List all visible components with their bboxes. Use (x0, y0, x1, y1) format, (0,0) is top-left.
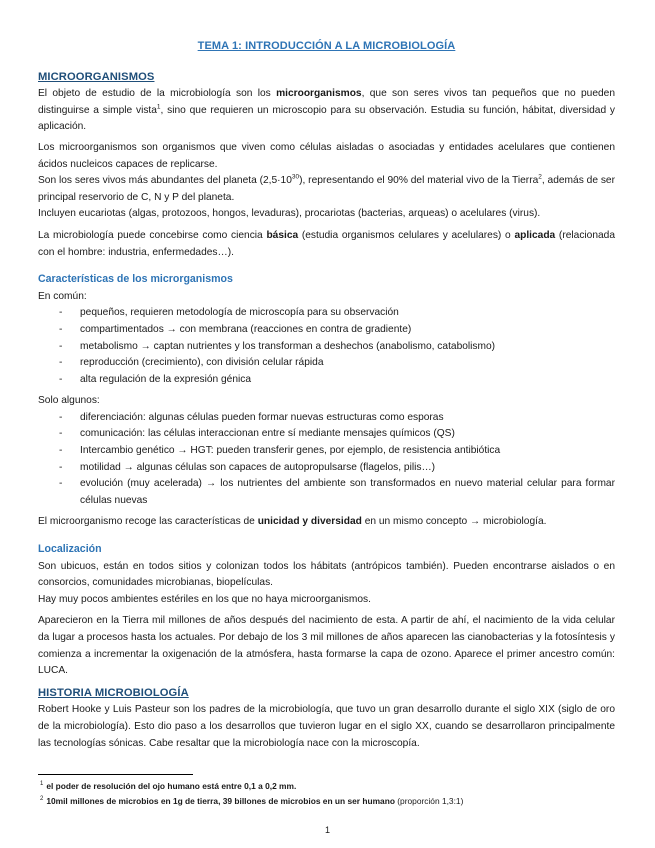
list-item: - diferenciación: algunas células pueden formar nuevas estructuras como esporas (59, 410, 615, 427)
list-label-common: En común: (38, 290, 87, 302)
paragraph-science: La microbiología puede concebirse como ciencia básica (estudia organismos celulares y acelulares) o aplicada (relacionada con el hombre: industria, enfermedades…). (38, 229, 616, 258)
list-item: - Intercambio genético → HGT: pueden transferir genes, por ejemplo, de resistencia antibiótica (59, 443, 615, 460)
list-item: - motilidad → algunas células son capaces de autopropulsarse (flagelos, pilis…) (59, 460, 615, 477)
list-item: - pequeños, requieren metodología de microscopía para su observación (59, 305, 615, 322)
list-item: - reproducción (crecimiento), con división celular rápida (59, 355, 615, 372)
common-traits-list (59, 305, 615, 388)
list-item: - compartimentados → con membrana (reacciones en contra de gradiente) (59, 322, 615, 339)
paragraph-ubiquity: Son ubicuos, están en todos sitios y colonizan todos los hábitats (antrópicos también). Pueden encontrarse aislados o en consorcios, comunidades microbianas, biopelículas. (38, 560, 615, 589)
list-item: - alta regulación de la expresión génica (59, 372, 615, 389)
some-traits-list (59, 410, 615, 510)
paragraph-unicity: El microorganismo recoge las características de unicidad y diversidad en un mismo concepto → microbiología. (38, 516, 547, 528)
footnote-ref-1[interactable]: 1 (156, 103, 161, 111)
list-item: - metabolismo → captan nutrientes y los transforman a deshechos (anabolismo, catabolismo) (59, 339, 615, 356)
paragraph-abundance: Son los seres vivos más abundantes del planeta $(2,5\cdot 10^{30})$, representando el 90% del material vivo de la Tierra$^2$, además de ser principal reservorio de C, N y P del planeta. (38, 173, 615, 203)
paragraph-origin: Aparecieron en la Tierra mil millones de años después del nacimiento de esta. A partir de ahí, el nacimiento de la vida celular da lugar a procesos hasta los actuales. Por debajo de los 3 mil millones de años aparecen las cianobacterias y la fotosíntesis y comienza a incrementar la oxigenación de la atmósfera, hasta formarse la capa de ozono. Aparece el primer ancestro común: LUCA. (38, 615, 615, 677)
paragraph-types: Incluyen eucariotas (algas, protozoos, hongos, levaduras), procariotas (bacterias, arqueas) o acelulares (virus). (38, 208, 541, 220)
paragraph-history: Robert Hooke y Luis Pasteur son los padres de la microbiología, que tuvo un gran desarrollo durante el siglo XIX (siglo de oro de la microbiología). Esto dio paso a los desarrollos que tuvieron lugar en el siglo XX, cuando se desarrollaron principalmente las tecnologías sónicas. Cabe resaltar que la microbiología nace con la microscopía. (38, 704, 615, 749)
subsection-heading-localizacion: Localización (38, 543, 102, 556)
list-item: - comunicación: las células interaccionan entre sí mediante mensajes químicos (QS) (59, 426, 615, 443)
subsection-heading-caracteristicas: Características de los microrganismos (38, 273, 233, 286)
section-heading-historia: HISTORIA MICROBIOLOGÍA (38, 686, 189, 699)
paragraph-sterile: Hay muy pocos ambientes estériles en los que no haya microorganismos. (38, 593, 371, 605)
list-item: - evolución (muy acelerada) → los nutrientes del ambiente son transformados en nuevo material celular para formar células nuevas (59, 476, 615, 509)
section-heading-microorganismos: MICROORGANISMOS (38, 70, 155, 83)
paragraph-definition: Los microorganismos son organismos que viven como células aisladas o asociadas y entidades acelulares que contienen ácidos nucleicos capaces de replicarse. (38, 141, 615, 170)
footnote-ref-2[interactable]: 2 (538, 173, 542, 181)
footnote-1: $^1$ el poder de resolución del ojo humano está entre 0,1 a 0,2 mm. (40, 781, 297, 792)
page-title: TEMA 1: INTRODUCCIÓN A LA MICROBIOLOGÍA (197, 40, 456, 52)
list-label-some: Solo algunos: (38, 395, 100, 407)
footnote-2: $^2$ 10mil millones de microbios en 1g de tierra, 39 billones de microbios en un ser humano (proporción 1,3:1) (40, 796, 464, 807)
footnote-divider (38, 774, 193, 775)
page-number: 1 (324, 825, 330, 835)
paragraph-intro: El objeto de estudio de la microbiología son los microorganismos, que son seres vivos tan pequeños que no pueden distinguirse a simple vista$^1$, sino que requieren un microscopio para su observación. Estudia su función, hábitat, diversidad y aplicación. (38, 88, 615, 133)
